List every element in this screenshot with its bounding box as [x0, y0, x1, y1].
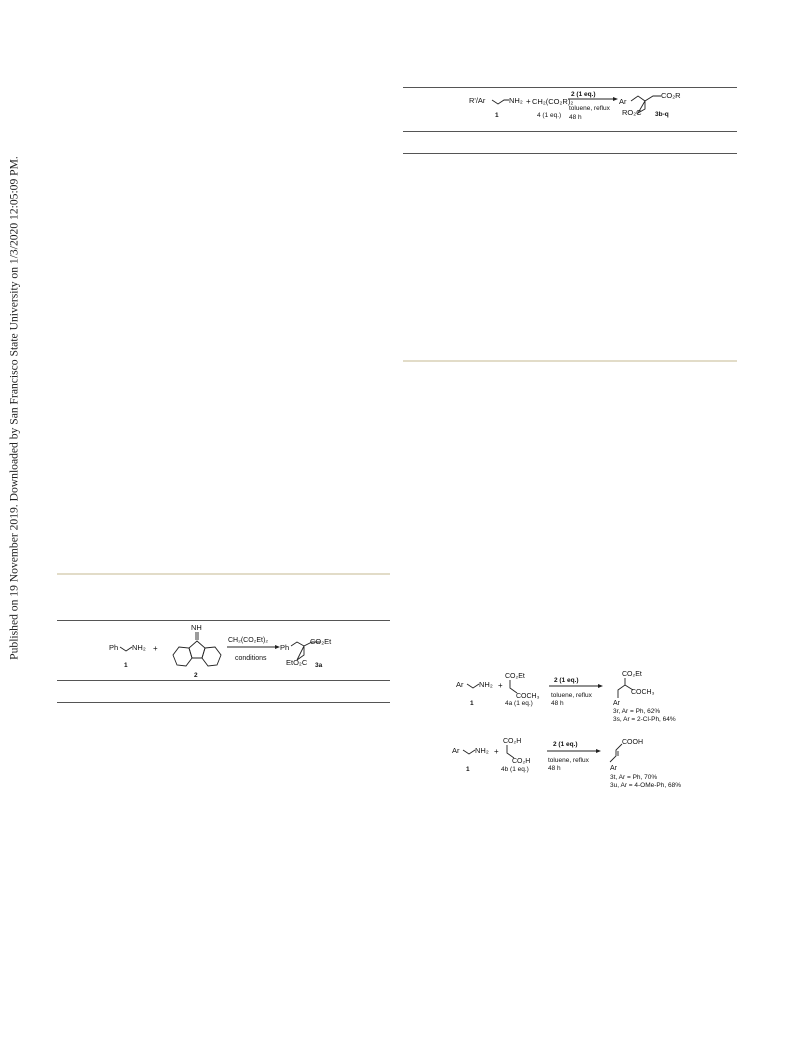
- section-divider-right: [403, 360, 737, 362]
- section-divider-left: [57, 573, 390, 575]
- substrate-chain: [510, 680, 517, 693]
- substrate-co2h-top: CO₂H: [503, 738, 522, 745]
- substrate-coch3: COCH₃: [516, 693, 540, 700]
- product-co2et: CO₂Et: [310, 637, 332, 646]
- reactant-amine-label: R'/Ar: [469, 96, 486, 105]
- table-header-rule: [403, 131, 737, 132]
- amine-group: NH₂: [475, 746, 489, 755]
- amine-chain: [492, 100, 509, 104]
- conditions-line-1: toluene, reflux: [551, 692, 592, 699]
- conditions-line-1: toluene, reflux: [569, 105, 610, 112]
- amine-group: NH₂: [132, 643, 146, 652]
- product-ar: Ar: [619, 97, 627, 106]
- left-benzene: [173, 647, 192, 666]
- scheme-model-reaction: [57, 621, 390, 679]
- product-id: 3b-q: [655, 111, 669, 118]
- amine-id: 1: [466, 766, 470, 773]
- substrate-co2et: CO₂Et: [505, 673, 525, 680]
- table-bottom-rule: [403, 153, 737, 154]
- conditions-line-2: 48 h: [548, 765, 561, 772]
- plus-sign: +: [494, 747, 499, 756]
- product-id: 3a: [315, 662, 323, 669]
- conditions-line-2: 48 h: [551, 700, 564, 707]
- amine-group: NH₂: [509, 96, 523, 105]
- product-ph: Ph: [280, 643, 290, 652]
- imine-nh: NH: [191, 623, 202, 632]
- amine-chain: [120, 647, 132, 651]
- imine-id: 2: [194, 672, 198, 679]
- scheme-general-reaction: [403, 89, 737, 129]
- malonate-label: 4 (1 eq.): [537, 112, 562, 119]
- amine-chain: [467, 684, 479, 688]
- product-co2et: CO₂Et: [622, 671, 642, 678]
- result-line-2: 3u, Ar = 4-OMe-Ph, 68%: [610, 782, 681, 789]
- substrate-label: 4a (1 eq.): [505, 700, 533, 707]
- result-line-1: 3r, Ar = Ph, 62%: [613, 708, 661, 715]
- publication-sidebar: [3, 0, 25, 1039]
- reactant-amine-id: 1: [495, 112, 499, 119]
- arrow-head: [596, 749, 601, 753]
- substrate-chain: [507, 745, 514, 758]
- product-ar: Ar: [610, 765, 617, 772]
- reagent-above-arrow: 2 (1 eq.): [554, 677, 579, 684]
- left-table-header-rule: [57, 680, 390, 681]
- plus-sign: +: [498, 681, 503, 690]
- product-eto2c: EtO₂C: [286, 658, 308, 667]
- substrate-co2h-bottom: CO₂H: [512, 758, 531, 765]
- amine-ar: Ar: [452, 746, 460, 755]
- scheme-4a-reaction: [450, 668, 710, 724]
- result-line-2: 3s, Ar = 2-Cl-Ph, 64%: [613, 716, 676, 723]
- reagent-below-arrow: conditions: [235, 655, 267, 662]
- left-table-bottom-rule: [57, 702, 390, 703]
- conditions-line-1: toluene, reflux: [548, 757, 589, 764]
- arrow-head: [613, 97, 618, 101]
- plus-sign: +: [526, 97, 531, 106]
- amine-id: 1: [470, 700, 474, 707]
- substrate-label: 4b (1 eq.): [501, 766, 529, 773]
- product-ro2c: RO₂C: [622, 108, 642, 117]
- arrow-head: [598, 684, 603, 688]
- plus-sign: +: [153, 644, 158, 653]
- amine-chain: [463, 750, 475, 754]
- publication-note: Published on 19 November 2019. Downloaded by San Francisco State University on 1/3/2020 12:05:09 PM.: [7, 156, 21, 660]
- table-top-rule: [403, 87, 737, 88]
- amine-group: NH₂: [479, 680, 493, 689]
- product-skeleton: [610, 744, 622, 762]
- amine-id: 1: [124, 662, 128, 669]
- amine-ar: Ar: [456, 680, 464, 689]
- malonate-formula: CH₂(CO₂R)₂: [532, 97, 574, 106]
- right-benzene: [202, 647, 221, 666]
- result-line-1: 3t, Ar = Ph, 70%: [610, 774, 658, 781]
- reagent-above-arrow: 2 (1 eq.): [553, 741, 578, 748]
- product-coch3: COCH₃: [631, 689, 655, 696]
- product-co2r: CO₂R: [661, 91, 681, 100]
- reagent-above-arrow: CH₂(CO₂Et)₂: [228, 637, 269, 644]
- amine-ph: Ph: [109, 643, 119, 652]
- conditions-line-2: 48 h: [569, 114, 582, 121]
- reagent-above-arrow: 2 (1 eq.): [571, 91, 596, 98]
- product-ar: Ar: [613, 700, 620, 707]
- scheme-4b-reaction: [450, 734, 710, 790]
- product-cooh: COOH: [622, 739, 643, 746]
